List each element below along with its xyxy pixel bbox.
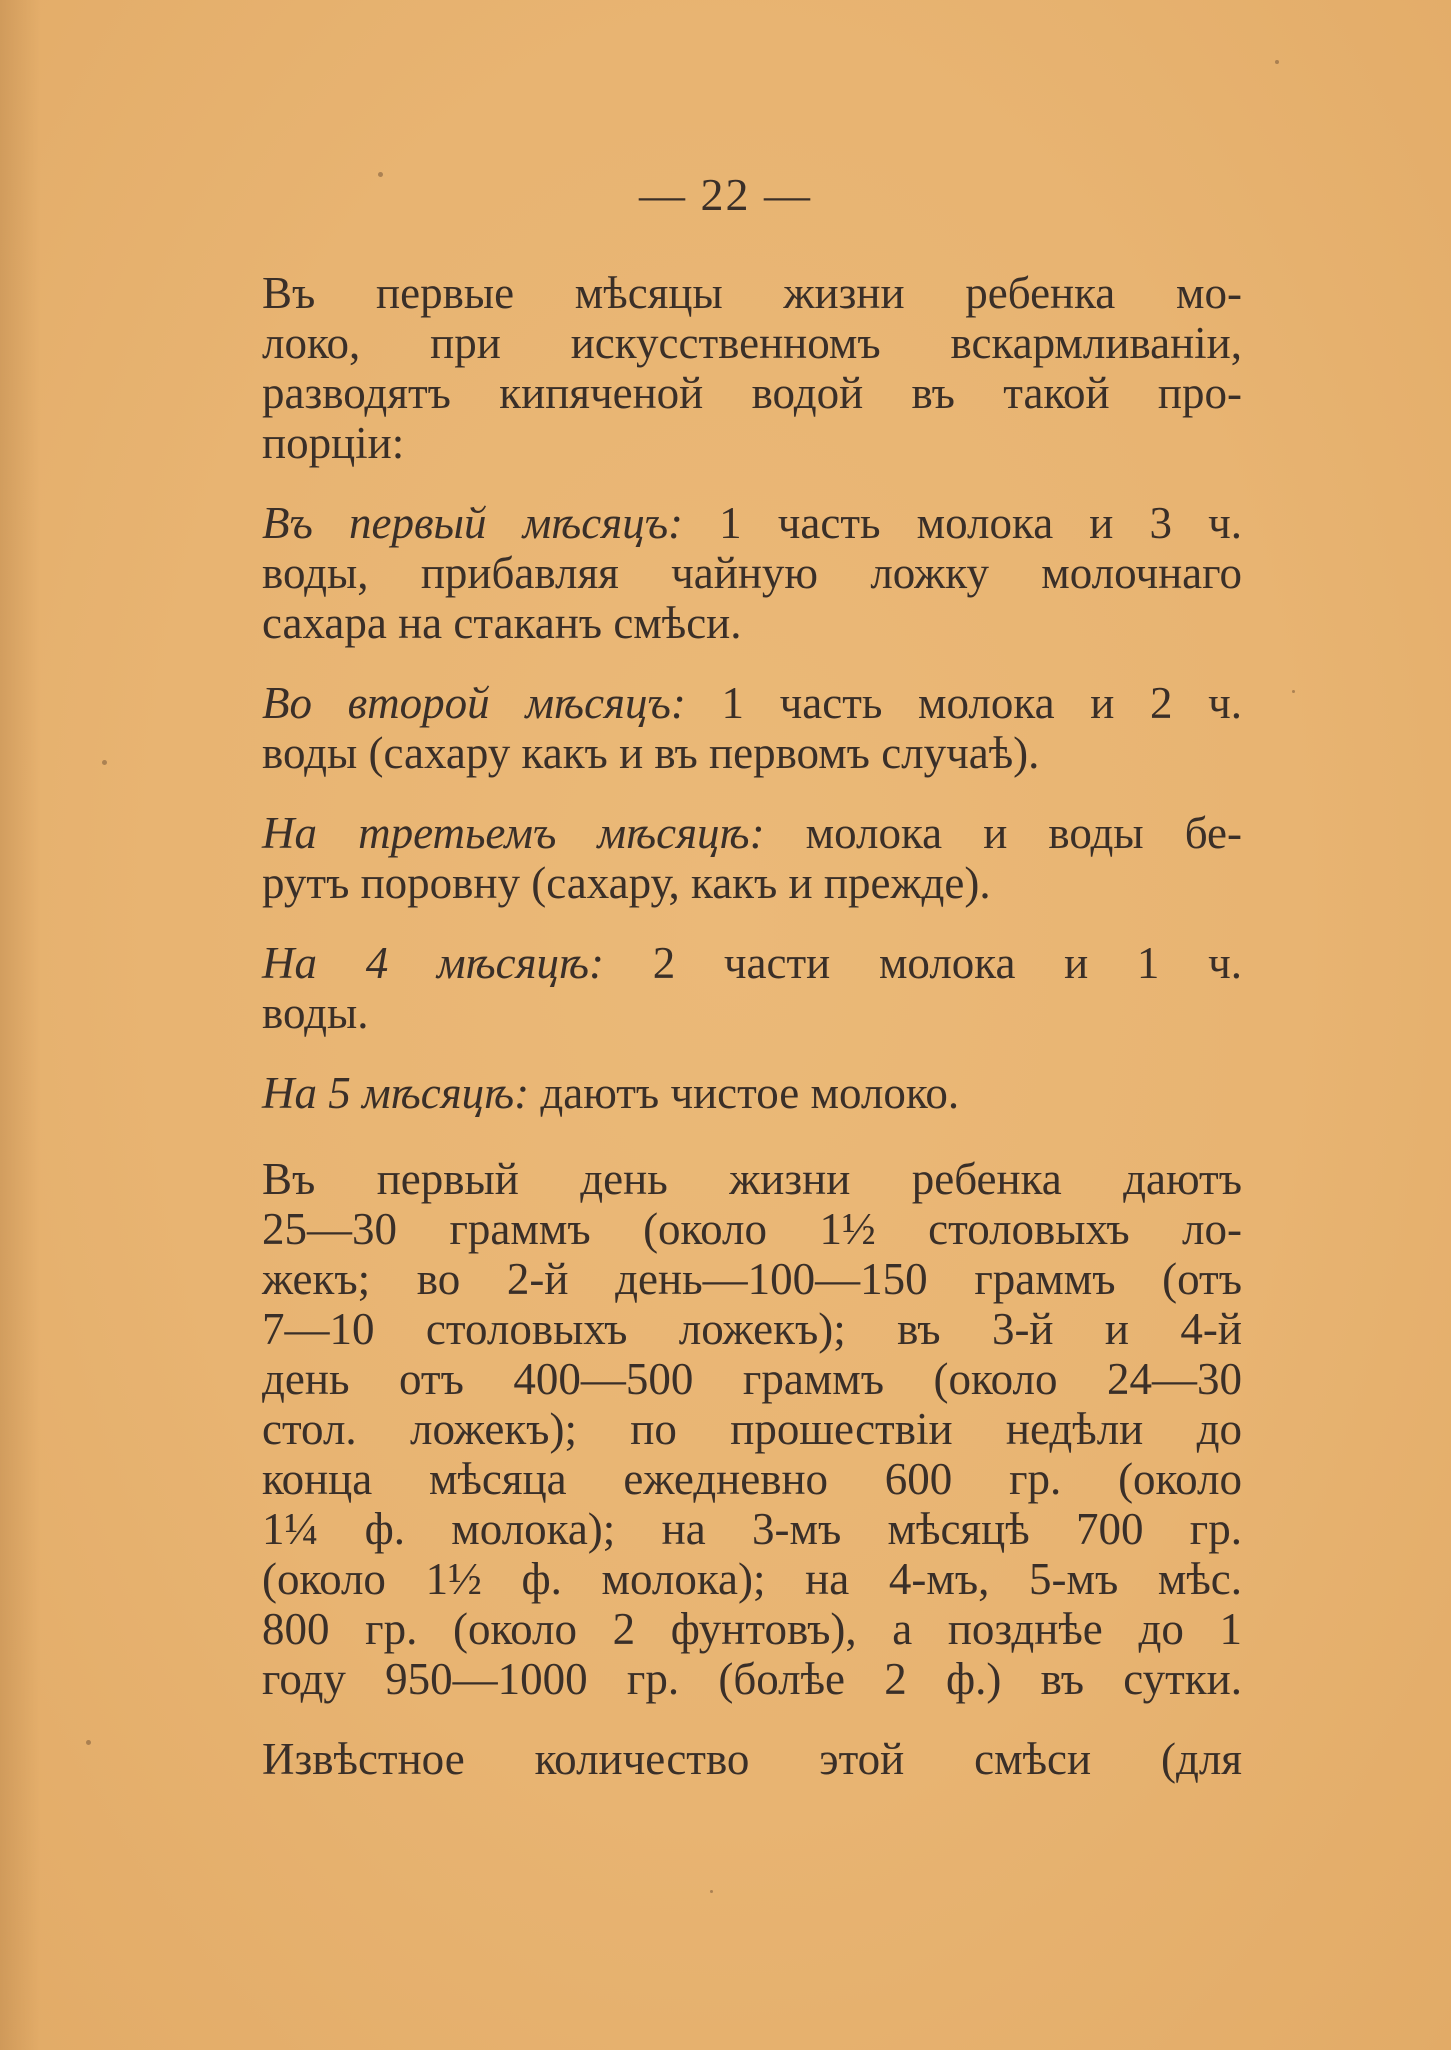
body-text — [262, 268, 1242, 1814]
text-line — [262, 938, 1242, 988]
italic-heading: Въ первый мѣсяцъ: — [262, 498, 684, 548]
text-line: году 950—1000 гр. (болѣе 2 ф.) въ сутки. — [262, 1654, 1242, 1704]
page-edge-shadow — [0, 0, 40, 2050]
paragraph-intro — [262, 268, 1242, 468]
text-fragment: даютъ чистое молоко. — [529, 1068, 960, 1118]
text-line: конца мѣсяца ежедневно 600 гр. (около — [262, 1454, 1242, 1504]
text-line — [262, 1068, 1242, 1118]
scan-speck — [1275, 60, 1279, 64]
text-fragment: молока и воды бе- — [764, 808, 1242, 858]
italic-heading: Во второй мѣсяцъ: — [262, 678, 686, 728]
text-line: 25—30 граммъ (около 1½ столовыхъ ло- — [262, 1204, 1242, 1254]
text-line: жекъ; во 2-й день—100—150 граммъ (отъ — [262, 1254, 1242, 1304]
italic-heading: На 5 мѣсяцѣ: — [262, 1068, 530, 1118]
text-line: Въ первый день жизни ребенка даютъ — [262, 1154, 1242, 1204]
paragraph-daily-amounts — [262, 1154, 1242, 1704]
page-number: — 22 — — [639, 169, 812, 220]
scan-speck — [378, 172, 383, 177]
text-line: день отъ 400—500 граммъ (около 24—30 — [262, 1354, 1242, 1404]
text-line: порцiи: — [262, 418, 405, 468]
text-fragment: 2 части молока и 1 ч. — [604, 938, 1242, 988]
text-fragment: 1 часть молока и 2 ч. — [685, 678, 1242, 728]
text-line: 1¼ ф. молока); на 3-мъ мѣсяцѣ 700 гр. — [262, 1504, 1242, 1554]
paragraph-closing — [262, 1734, 1242, 1784]
text-line: воды. — [262, 988, 369, 1038]
paragraph-month-1 — [262, 498, 1242, 648]
scan-speck — [1292, 690, 1295, 693]
text-line: локо, при искусственномъ вскармливанiи, — [262, 318, 1242, 368]
text-line: Въ первые мѣсяцы жизни ребенка мо- — [262, 268, 1242, 318]
text-line — [262, 498, 1242, 548]
paragraph-month-5 — [262, 1068, 1242, 1118]
text-line: воды (сахару какъ и въ первомъ случаѣ). — [262, 728, 1040, 778]
paragraph-month-4 — [262, 938, 1242, 1038]
text-line: Извѣстное количество этой смѣси (для — [262, 1734, 1242, 1784]
italic-heading: На третьемъ мѣсяцѣ: — [262, 808, 765, 858]
text-line: 800 гр. (около 2 фунтовъ), а позднѣе до 1 — [262, 1604, 1242, 1654]
paragraph-month-3 — [262, 808, 1242, 908]
text-fragment: 1 часть молока и 3 ч. — [683, 498, 1242, 548]
scan-speck — [710, 1890, 713, 1893]
text-line: воды, прибавляя чайную ложку молочнаго — [262, 548, 1242, 598]
paragraph-month-2 — [262, 678, 1242, 778]
scan-speck — [102, 760, 107, 765]
text-line — [262, 808, 1242, 858]
text-line: сахара на стаканъ смѣси. — [262, 598, 742, 648]
text-line: рутъ поровну (сахару, какъ и прежде). — [262, 858, 991, 908]
italic-heading: На 4 мѣсяцѣ: — [262, 938, 605, 988]
text-line: разводятъ кипяченой водой въ такой про- — [262, 368, 1242, 418]
text-line: стол. ложекъ); по прошествiи недѣли до — [262, 1404, 1242, 1454]
text-line: (около 1½ ф. молока); на 4-мъ, 5-мъ мѣс. — [262, 1554, 1242, 1604]
text-line: 7—10 столовыхъ ложекъ); въ 3-й и 4-й — [262, 1304, 1242, 1354]
text-line — [262, 678, 1242, 728]
scan-speck — [86, 1740, 91, 1745]
